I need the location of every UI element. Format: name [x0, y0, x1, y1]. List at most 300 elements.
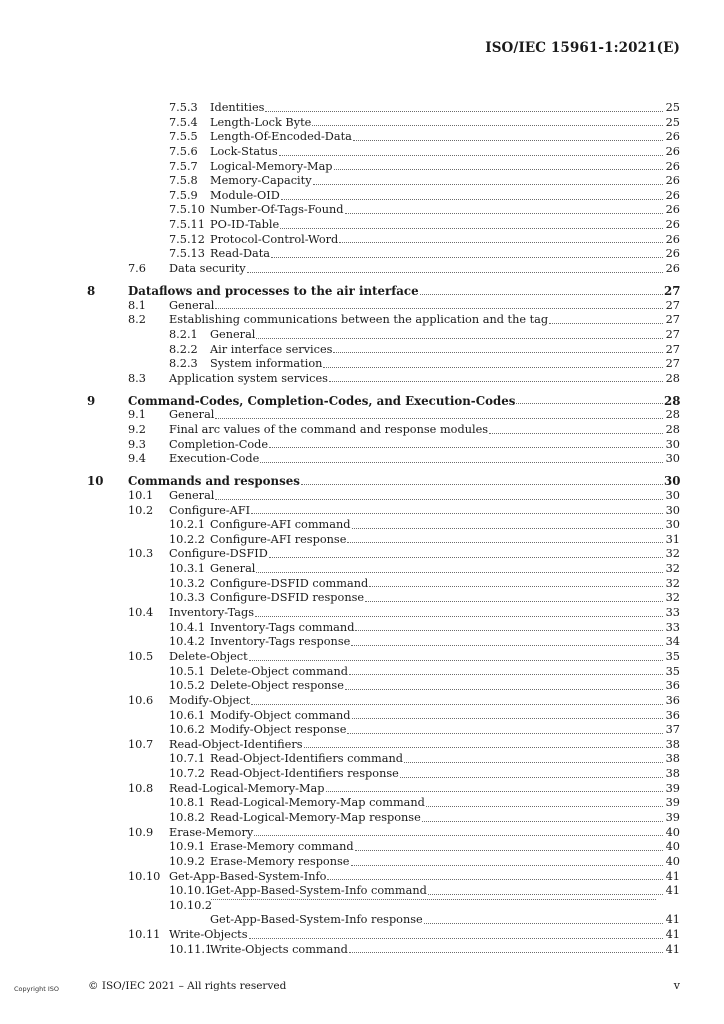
toc-entry-title: Inventory-Tags command	[210, 620, 355, 634]
toc-entry-line	[210, 665, 680, 680]
toc-entry-line	[210, 189, 680, 204]
toc-entry[interactable]	[0, 870, 724, 885]
toc-entry[interactable]	[0, 145, 724, 160]
toc-entry[interactable]	[0, 840, 724, 855]
toc-entry-number: 10.7.2	[169, 767, 205, 781]
toc-entry-line	[210, 116, 680, 131]
toc-entry[interactable]	[0, 723, 724, 738]
toc-entry-line	[169, 738, 680, 753]
toc-entry-number: 10.6.1	[169, 708, 205, 722]
dot-leader	[280, 218, 663, 229]
toc-entry-title: Modify-Object response	[210, 723, 347, 737]
toc-entry-page: 30	[665, 437, 680, 451]
toc-entry-page: 41	[665, 928, 680, 942]
toc-entry-number: 8.3	[128, 371, 146, 385]
toc-entry-number: 8.2.3	[169, 357, 198, 371]
toc-entry-number: 7.6	[128, 262, 146, 276]
toc-entry-title: Erase-Memory command	[210, 840, 354, 854]
toc-entry-line	[169, 372, 680, 387]
toc-entry-page: 28	[665, 371, 680, 385]
dot-leader	[349, 943, 663, 954]
toc-entry-line	[169, 299, 680, 314]
toc-entry-line	[210, 796, 680, 811]
toc-entry-number: 7.5.4	[169, 115, 198, 129]
dot-leader	[355, 840, 663, 851]
toc-entry[interactable]	[0, 694, 724, 709]
toc-entry[interactable]	[0, 533, 724, 548]
toc-entry[interactable]	[0, 504, 724, 519]
toc-entry-number: 10.9.1	[169, 840, 205, 854]
dot-leader	[347, 723, 663, 734]
toc-entry-line	[210, 218, 680, 233]
toc-entry-title: Write-Objects command	[210, 942, 348, 956]
toc-entry-number: 10.10	[128, 869, 161, 883]
toc-entry-line	[210, 943, 680, 958]
toc-entry-title: Configure-AFI command	[210, 518, 351, 532]
toc-entry-title: Configure-DSFID response	[210, 591, 365, 605]
toc-entry-number: 8.2	[128, 313, 146, 327]
toc-entry-page: 36	[665, 693, 680, 707]
dot-leader	[333, 343, 663, 354]
toc-entry-page: 28	[664, 393, 681, 408]
toc-entry-line	[169, 606, 680, 621]
toc-entry-line	[210, 591, 680, 606]
toc-entry[interactable]	[0, 489, 724, 504]
toc-entry[interactable]	[0, 408, 724, 423]
toc-entry-line	[210, 518, 680, 533]
toc-entry-number: 7.5.9	[169, 188, 198, 202]
toc-entry-number: 10.11	[128, 928, 161, 942]
toc-entry-line	[169, 489, 680, 504]
toc-entry-number: 7.5.11	[169, 218, 205, 232]
toc-entry-title: General	[210, 327, 256, 341]
toc-entry-page: 40	[665, 840, 680, 854]
dot-leader	[260, 452, 663, 463]
dot-leader	[247, 262, 663, 273]
toc-entry-title: Delete-Object response	[210, 679, 344, 693]
toc-entry-page: 26	[665, 130, 680, 144]
toc-entry-line	[169, 423, 680, 438]
toc-entry-number: 10.5	[128, 649, 154, 663]
toc-entry-page: 36	[665, 708, 680, 722]
toc-entry-page: 40	[665, 854, 680, 868]
toc-entry-title: Establishing communications between the application and the tag	[169, 313, 549, 327]
toc-entry-number: 9.1	[128, 408, 146, 422]
toc-entry-title: Identities	[210, 101, 265, 114]
toc-entry-title: Number-Of-Tags-Found	[210, 203, 344, 217]
toc-entry[interactable]	[0, 884, 724, 899]
toc-entry-line	[128, 284, 680, 299]
dot-leader	[215, 299, 663, 310]
toc-entry-page: 27	[665, 342, 680, 356]
toc-entry[interactable]	[0, 665, 724, 680]
toc-entry-line	[210, 160, 680, 175]
dot-leader	[269, 438, 663, 449]
toc-entry[interactable]	[0, 577, 724, 592]
toc-entry-page: 26	[665, 203, 680, 217]
toc-chapter-entry[interactable]	[0, 474, 724, 489]
toc-entry[interactable]	[0, 116, 724, 131]
toc-entry[interactable]	[0, 438, 724, 453]
toc-entry-page: 39	[665, 796, 680, 810]
toc-entry-number: 10.1	[128, 488, 154, 502]
toc-entry-page: 41	[665, 942, 680, 956]
toc-entry-title: Read-Logical-Memory-Map	[169, 781, 325, 795]
toc-entry[interactable]	[0, 562, 724, 577]
dot-leader	[352, 709, 663, 720]
toc-entry-number: 7.5.5	[169, 130, 198, 144]
toc-entry-title: Execution-Code	[169, 452, 260, 466]
toc-entry-number: 10	[87, 474, 104, 489]
dot-leader	[351, 635, 663, 646]
toc-entry-page: 26	[665, 262, 680, 276]
toc-entry-title: Inventory-Tags	[169, 606, 255, 620]
toc-entry-number: 10.9.2	[169, 854, 205, 868]
toc-entry-number: 8.2.2	[169, 342, 198, 356]
toc-entry-number: 10.11.1	[169, 942, 213, 956]
toc-entry[interactable]	[0, 160, 724, 175]
toc-entry-number: 10.3.2	[169, 576, 205, 590]
toc-entry-line	[210, 174, 680, 189]
toc-entry[interactable]	[0, 423, 724, 438]
toc-entry-line	[210, 130, 680, 145]
toc-entry-number: 10.4.1	[169, 620, 205, 634]
toc-entry-number: 7.5.7	[169, 159, 198, 173]
toc-entry-line	[169, 826, 680, 841]
dot-leader	[426, 796, 663, 807]
toc-entry-number: 10.8	[128, 781, 154, 795]
toc-entry[interactable]	[0, 174, 724, 189]
dot-leader	[255, 606, 663, 617]
toc-entry-title: PO-ID-Table	[210, 218, 280, 232]
toc-entry-line	[210, 709, 680, 724]
toc-entry-line	[210, 247, 680, 262]
toc-entry-page: 26	[665, 188, 680, 202]
toc-entry-page: 27	[665, 357, 680, 371]
dot-leader	[211, 899, 656, 900]
toc-entry-title: General	[169, 298, 215, 312]
toc-entry-line	[210, 899, 680, 904]
toc-entry[interactable]	[0, 709, 724, 724]
toc-entry-page: 38	[665, 752, 680, 766]
toc-entry-number: 9	[87, 393, 96, 408]
dot-leader	[334, 160, 663, 171]
toc-entry-line	[169, 547, 680, 562]
toc-entry-number: 9.2	[128, 423, 146, 437]
toc-entry[interactable]	[0, 635, 724, 650]
dot-leader	[352, 518, 663, 529]
toc-entry-page: 35	[665, 664, 680, 678]
toc-entry-page: 27	[664, 283, 681, 298]
dot-leader	[265, 101, 663, 112]
toc-entry[interactable]	[0, 299, 724, 314]
toc-entry-title: Read-Logical-Memory-Map command	[210, 796, 425, 810]
toc-entry-number: 7.5.13	[169, 247, 205, 261]
toc-entry-page: 26	[665, 232, 680, 246]
toc-entry[interactable]	[0, 928, 724, 943]
toc-entry-page: 32	[665, 547, 680, 561]
toc-entry-page: 38	[665, 737, 680, 751]
toc-entry-title: Data security	[169, 262, 246, 276]
toc-entry-page: 41	[665, 884, 680, 898]
dot-leader	[271, 247, 663, 258]
toc-entry-page: 38	[665, 767, 680, 781]
toc-entry-title: Air interface services	[210, 342, 333, 356]
toc-entry[interactable]	[0, 650, 724, 665]
footer-page-number: v	[673, 979, 680, 992]
toc-entry-number: 8.2.1	[169, 327, 198, 341]
toc-entry-line	[210, 723, 680, 738]
dot-leader	[326, 782, 663, 793]
toc-entry-page: 27	[665, 298, 680, 312]
dot-leader	[365, 591, 663, 602]
dot-leader	[428, 884, 663, 895]
toc-entry-line	[210, 679, 680, 694]
toc-entry-title: Modify-Object	[169, 693, 251, 707]
toc-entry-title: General	[169, 408, 215, 422]
toc-entry-line	[210, 811, 680, 826]
toc-entry-number: 7.5.12	[169, 232, 205, 246]
toc-entry-title: Get-App-Based-System-Info response	[210, 913, 423, 927]
dot-leader	[256, 328, 663, 339]
toc-entry-title: General	[210, 562, 256, 576]
table-of-contents	[0, 101, 724, 957]
toc-entry-page: 39	[665, 781, 680, 795]
dot-leader	[304, 738, 663, 749]
toc-entry-title: Read-Object-Identifiers response	[210, 767, 399, 781]
toc-entry[interactable]	[0, 738, 724, 753]
toc-entry[interactable]	[0, 752, 724, 767]
toc-entry-page: 26	[665, 174, 680, 188]
toc-entry-line	[210, 533, 680, 548]
toc-entry-page: 34	[665, 635, 680, 649]
toc-entry[interactable]	[0, 591, 724, 606]
toc-entry[interactable]	[0, 452, 724, 467]
toc-entry-title: Logical-Memory-Map	[210, 159, 333, 173]
toc-entry[interactable]	[0, 189, 724, 204]
toc-entry-line	[210, 203, 680, 218]
toc-entry-title: Final arc values of the command and response modules	[169, 423, 489, 437]
toc-entry-line	[169, 928, 680, 943]
toc-entry-page: 28	[665, 408, 680, 422]
dot-leader	[353, 130, 663, 141]
toc-entry-line	[210, 145, 680, 160]
footer-copyright: © ISO/IEC 2021 – All rights reserved	[88, 980, 287, 992]
toc-entry[interactable]	[0, 357, 724, 372]
dot-leader	[251, 694, 663, 705]
toc-entry-title: Inventory-Tags response	[210, 635, 351, 649]
toc-entry[interactable]	[0, 518, 724, 533]
toc-entry-number: 7.5.8	[169, 174, 198, 188]
toc-entry[interactable]	[0, 621, 724, 636]
toc-entry-title: Erase-Memory response	[210, 854, 350, 868]
toc-entry[interactable]	[0, 943, 724, 958]
toc-entry-line	[169, 408, 680, 423]
toc-entry-title: Delete-Object command	[210, 664, 349, 678]
toc-entry-title: System information	[210, 357, 323, 371]
toc-entry[interactable]	[0, 679, 724, 694]
toc-entry-page: 36	[665, 679, 680, 693]
toc-entry[interactable]	[0, 913, 724, 928]
toc-entry[interactable]	[0, 811, 724, 826]
toc-entry-page: 37	[665, 723, 680, 737]
toc-entry-number: 10.7.1	[169, 752, 205, 766]
toc-entry-number: 7.5.10	[169, 203, 205, 217]
toc-entry-number: 10.10.2	[169, 898, 213, 912]
dot-leader	[400, 767, 663, 778]
dot-leader	[345, 203, 663, 214]
toc-entry-page: 30	[664, 474, 681, 489]
toc-entry-page: 30	[665, 503, 680, 517]
toc-entry[interactable]	[0, 203, 724, 218]
toc-entry[interactable]	[0, 262, 724, 277]
dot-leader	[347, 533, 663, 544]
footer-copyright-small: Copyright ISO	[14, 985, 59, 993]
toc-entry[interactable]	[0, 313, 724, 328]
dot-leader	[349, 665, 663, 676]
toc-entry-number: 10.4	[128, 606, 154, 620]
toc-entry-page: 35	[665, 649, 680, 663]
dot-leader	[323, 357, 663, 368]
toc-entry-number: 10.8.2	[169, 811, 205, 824]
toc-entry-number: 10.2.1	[169, 518, 205, 532]
toc-entry-number: 10.3.3	[169, 591, 205, 605]
dot-leader	[301, 474, 663, 485]
toc-entry-line	[169, 438, 680, 453]
dot-leader	[254, 826, 663, 837]
toc-entry-number: 10.10.1	[169, 884, 213, 898]
toc-entry[interactable]	[0, 372, 724, 387]
toc-entry-title: Memory-Capacity	[210, 174, 312, 188]
toc-entry[interactable]	[0, 899, 724, 914]
toc-entry-title: Configure-AFI response	[210, 532, 347, 546]
toc-entry-page: 26	[665, 247, 680, 261]
toc-entry-number: 7.5.6	[169, 144, 198, 158]
toc-entry[interactable]	[0, 855, 724, 870]
toc-entry-title: Read-Object-Identifiers	[169, 737, 303, 751]
toc-entry-page: 41	[665, 869, 680, 883]
toc-entry-number: 8	[87, 283, 96, 298]
toc-entry[interactable]	[0, 130, 724, 145]
toc-entry[interactable]	[0, 233, 724, 248]
toc-entry-title: Length-Of-Encoded-Data	[210, 130, 352, 144]
toc-entry-page: 33	[665, 620, 680, 634]
dot-leader	[327, 870, 663, 881]
toc-entry-page: 32	[665, 576, 680, 590]
toc-entry-line	[210, 577, 680, 592]
toc-entry[interactable]	[0, 247, 724, 262]
dot-leader	[549, 313, 663, 324]
toc-entry-page: 32	[665, 562, 680, 576]
toc-entry-page: 39	[665, 811, 680, 824]
document-header: ISO/IEC 15961-1:2021(E)	[485, 40, 680, 56]
dot-leader	[215, 489, 663, 500]
toc-entry-title: Modify-Object command	[210, 708, 351, 722]
toc-chapter-entry[interactable]	[0, 284, 724, 299]
toc-entry-title: Dataflows and processes to the air interface	[128, 283, 419, 298]
toc-entry-number: 10.9	[128, 825, 154, 839]
toc-entry-line	[169, 870, 680, 885]
toc-entry-title: Read-Logical-Memory-Map response	[210, 811, 421, 824]
toc-entry-line	[210, 562, 680, 577]
toc-entry-page: 26	[665, 218, 680, 232]
toc-entry-line	[210, 233, 680, 248]
dot-leader	[329, 372, 663, 383]
toc-entry-page: 41	[665, 913, 680, 927]
toc-entry-line	[169, 452, 680, 467]
toc-chapter-entry[interactable]	[0, 394, 724, 409]
dot-leader	[256, 562, 663, 573]
toc-entry-title: Read-Object-Identifiers command	[210, 752, 403, 766]
toc-entry-title: Command-Codes, Completion-Codes, and Execution-Codes	[128, 393, 516, 408]
dot-leader	[369, 577, 663, 588]
toc-entry[interactable]	[0, 101, 724, 116]
dot-leader	[355, 621, 663, 632]
toc-entry-title: Protocol-Control-Word	[210, 232, 339, 246]
toc-entry-line	[169, 694, 680, 709]
toc-entry[interactable]	[0, 218, 724, 233]
toc-entry-page: 27	[665, 313, 680, 327]
toc-entry-title: Configure-DSFID command	[210, 576, 369, 590]
toc-entry-number: 10.8.1	[169, 796, 205, 810]
toc-entry[interactable]	[0, 547, 724, 562]
dot-leader	[312, 116, 663, 127]
dot-leader	[215, 408, 663, 419]
toc-entry-line	[210, 752, 680, 767]
toc-entry-title: Length-Lock Byte	[210, 115, 312, 129]
toc-entry-line	[169, 504, 680, 519]
toc-entry-title: Completion-Code	[169, 437, 269, 451]
toc-entry[interactable]	[0, 328, 724, 343]
toc-entry-number: 10.6.2	[169, 723, 205, 737]
toc-entry-title: Commands and responses	[128, 474, 300, 489]
toc-entry-title: General	[169, 488, 215, 502]
toc-entry-page: 40	[665, 825, 680, 839]
toc-entry[interactable]	[0, 767, 724, 782]
toc-entry-line	[210, 635, 680, 650]
toc-entry-number: 7.5.3	[169, 101, 198, 114]
toc-entry-page: 25	[665, 115, 680, 129]
toc-entry-line	[210, 913, 680, 928]
toc-entry-line	[128, 394, 680, 409]
toc-entry-title: Get-App-Based-System-Info	[169, 869, 327, 883]
toc-entry-page: 30	[665, 518, 680, 532]
toc-entry[interactable]	[0, 826, 724, 841]
toc-entry-number: 10.7	[128, 737, 154, 751]
toc-entry-page: 25	[665, 101, 680, 114]
toc-entry[interactable]	[0, 343, 724, 358]
dot-leader	[279, 145, 663, 156]
toc-entry-line	[210, 767, 680, 782]
toc-entry-line	[128, 474, 680, 489]
dot-leader	[489, 423, 663, 434]
dot-leader	[313, 174, 663, 185]
toc-entry-line	[210, 855, 680, 870]
toc-entry[interactable]	[0, 606, 724, 621]
toc-entry-title: Application system services	[169, 371, 328, 385]
toc-entry-number: 10.2	[128, 503, 154, 517]
dot-leader	[404, 752, 663, 763]
toc-entry-line	[210, 840, 680, 855]
toc-entry-page: 32	[665, 591, 680, 605]
toc-entry-line	[210, 357, 680, 372]
toc-entry[interactable]	[0, 782, 724, 797]
toc-entry-line	[169, 313, 680, 328]
toc-entry[interactable]	[0, 796, 724, 811]
toc-entry-number: 9.3	[128, 437, 146, 451]
toc-entry-title: Module-OID	[210, 188, 280, 202]
dot-leader	[281, 189, 663, 200]
